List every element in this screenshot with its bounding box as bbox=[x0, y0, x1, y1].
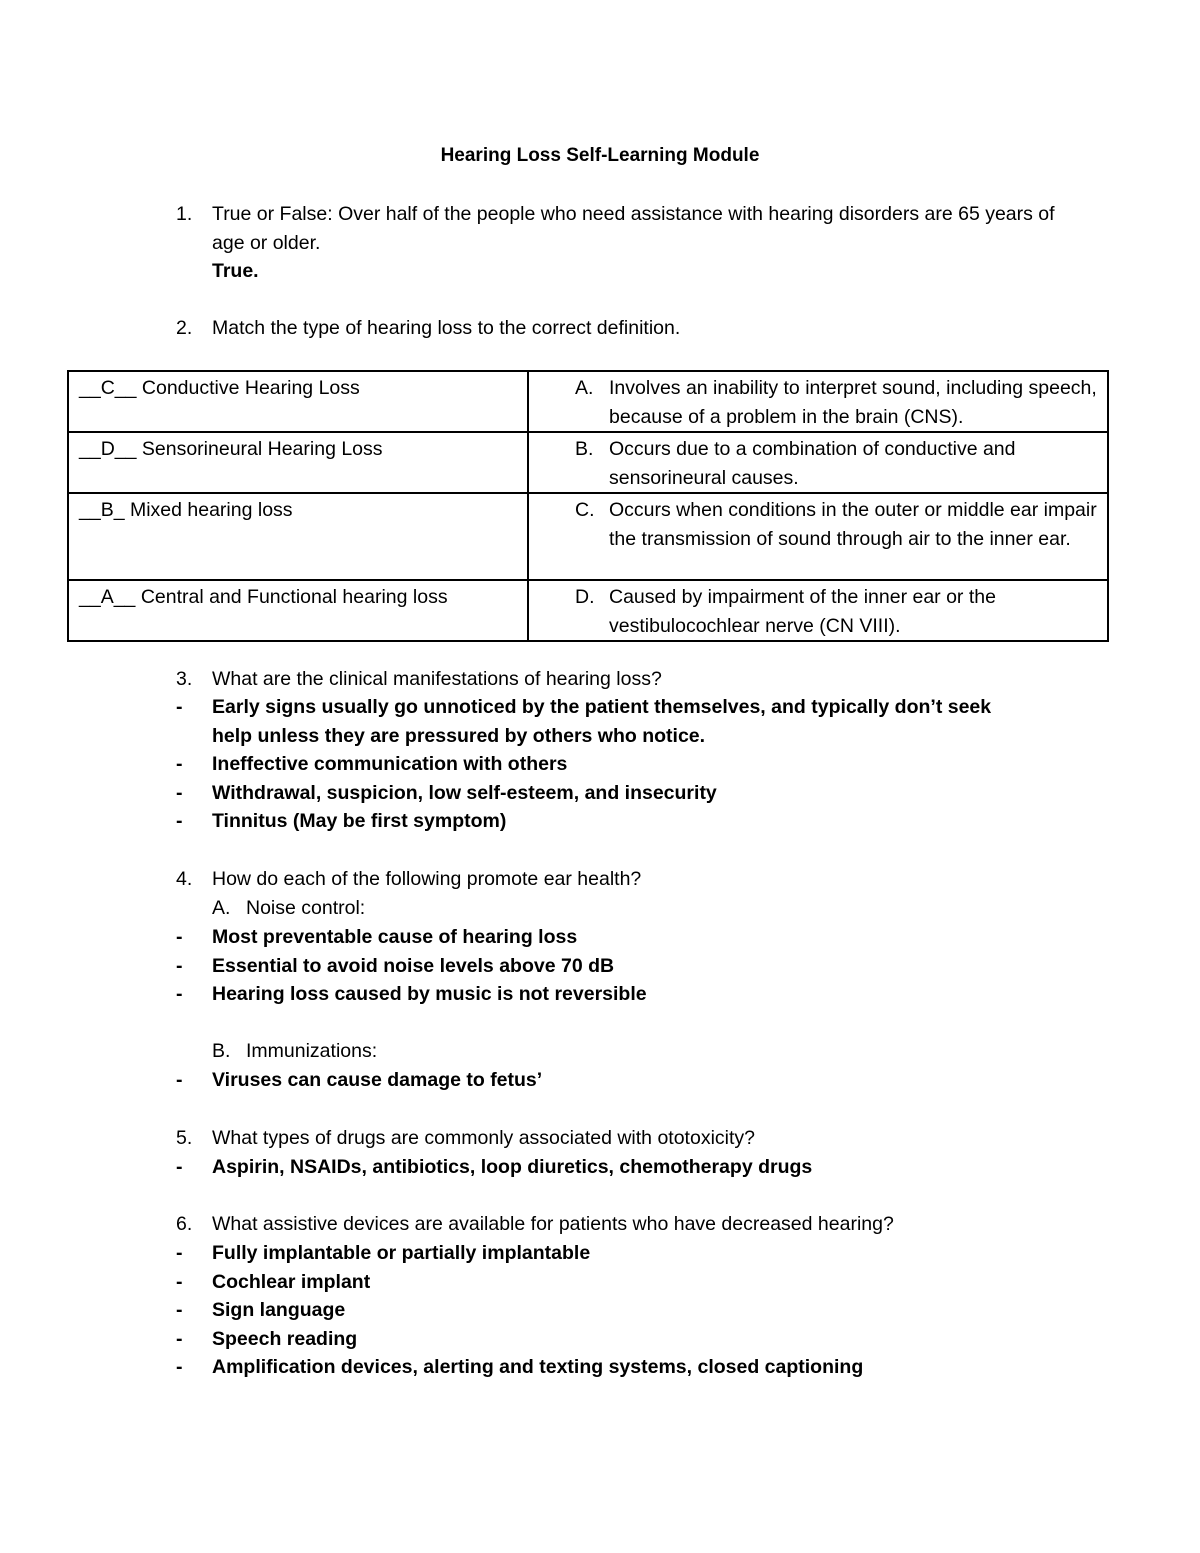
definition-letter: C. bbox=[575, 499, 595, 521]
question-number: 5. bbox=[176, 1127, 193, 1149]
answer-list bbox=[176, 1239, 1076, 1382]
question-text: True or False: Over half of the people who need assistance with hearing disorders are 65 years of age or older. bbox=[212, 203, 1055, 254]
list-item: - Viruses can cause damage to fetus’ bbox=[176, 1069, 543, 1091]
list-item: - Tinnitus (May be first symptom) bbox=[176, 810, 507, 832]
term-cell bbox=[68, 580, 528, 641]
answer-list bbox=[176, 1153, 1076, 1182]
definition-cell bbox=[528, 432, 1108, 493]
term-label: Conductive Hearing Loss bbox=[141, 377, 360, 399]
definition-cell bbox=[528, 493, 1108, 580]
question-number: 6. bbox=[176, 1213, 193, 1235]
definition-text: Occurs when conditions in the outer or middle ear impair the transmission of sound through air to the inner ear. bbox=[609, 499, 1097, 550]
question-text: What types of drugs are commonly associated with ototoxicity? bbox=[212, 1127, 755, 1149]
question-text: What assistive devices are available for patients who have decreased hearing? bbox=[212, 1213, 894, 1235]
definition-text: Caused by impairment of the inner ear or the vestibulocochlear nerve (CN VIII). bbox=[609, 586, 996, 637]
answer-blank: __D__ bbox=[79, 438, 137, 460]
question-number: 2. bbox=[176, 317, 193, 339]
list-item: - Aspirin, NSAIDs, antibiotics, loop diuretics, chemotherapy drugs bbox=[176, 1156, 813, 1178]
answer-blank: __C__ bbox=[79, 377, 137, 399]
term-label: Mixed hearing loss bbox=[129, 499, 293, 521]
list-item: - Fully implantable or partially implantable bbox=[176, 1242, 591, 1264]
term-cell bbox=[68, 371, 528, 432]
sub-label: Immunizations: bbox=[246, 1040, 378, 1062]
list-item: - Essential to avoid noise levels above 70 dB bbox=[176, 954, 615, 977]
term-label: Sensorineural Hearing Loss bbox=[141, 438, 383, 460]
definition-text: Involves an inability to interpret sound, including speech, because of a problem in the brain (CNS). bbox=[609, 377, 1097, 428]
question-text: Match the type of hearing loss to the correct definition. bbox=[212, 317, 681, 339]
answer-blank: __A__ bbox=[79, 586, 136, 608]
list-item: - Withdrawal, suspicion, low self-esteem, and insecurity bbox=[176, 781, 717, 804]
definition-letter: A. bbox=[575, 377, 594, 399]
sub-question-a bbox=[212, 894, 365, 923]
answer-text: True. bbox=[212, 260, 259, 282]
table-row bbox=[68, 371, 1108, 432]
term-cell bbox=[68, 432, 528, 493]
definition-text: Occurs due to a combination of conductive and sensorineural causes. bbox=[609, 438, 1016, 489]
matching-table bbox=[67, 370, 1109, 642]
table-row bbox=[68, 580, 1108, 641]
definition-cell bbox=[528, 371, 1108, 432]
list-item: - Amplification devices, alerting and texting systems, closed captioning bbox=[176, 1356, 864, 1378]
sub-question-b bbox=[212, 1037, 377, 1066]
question-text: How do each of the following promote ear health? bbox=[212, 868, 642, 890]
term-cell bbox=[68, 493, 528, 580]
answer-list bbox=[176, 923, 1076, 1009]
question-text: What are the clinical manifestations of hearing loss? bbox=[212, 668, 662, 690]
table-row bbox=[68, 432, 1108, 493]
question-number: 1. bbox=[176, 203, 193, 225]
answer-list bbox=[176, 693, 1036, 836]
sub-letter: A. bbox=[212, 897, 231, 919]
answer-list bbox=[176, 1066, 1076, 1095]
term-label: Central and Functional hearing loss bbox=[140, 586, 448, 608]
list-item: - Hearing loss caused by music is not reversible bbox=[176, 983, 647, 1005]
definition-cell bbox=[528, 580, 1108, 641]
list-item: - Early signs usually go unnoticed by the patient themselves, and typically don’t seek help unless they are pressured by others who notice. bbox=[176, 696, 992, 747]
page-title: Hearing Loss Self-Learning Module bbox=[440, 145, 760, 166]
sub-label: Noise control: bbox=[246, 897, 366, 919]
list-item: - Most preventable cause of hearing loss bbox=[176, 926, 578, 948]
list-item: - Cochlear implant bbox=[176, 1270, 371, 1293]
question-number: 3. bbox=[176, 668, 193, 690]
table-row bbox=[68, 493, 1108, 580]
list-item: - Ineffective communication with others bbox=[176, 753, 568, 775]
sub-letter: B. bbox=[212, 1040, 231, 1062]
list-item: - Sign language bbox=[176, 1299, 346, 1321]
question-number: 4. bbox=[176, 868, 193, 890]
answer-blank: __B_ bbox=[79, 499, 125, 521]
definition-letter: D. bbox=[575, 586, 595, 608]
definition-letter: B. bbox=[575, 438, 594, 460]
list-item: - Speech reading bbox=[176, 1327, 358, 1350]
